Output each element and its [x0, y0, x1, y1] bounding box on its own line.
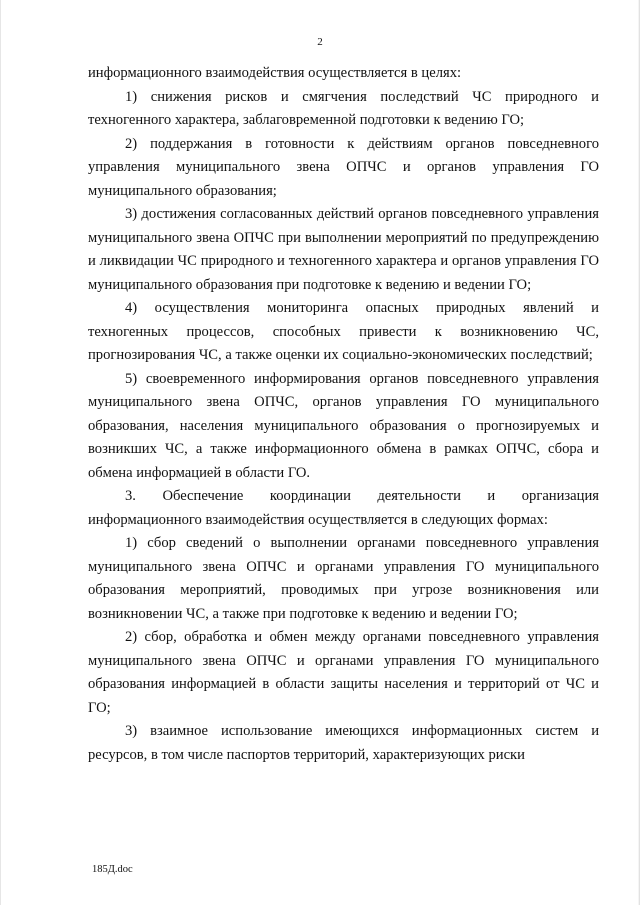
paragraph: 2) поддержания в готовности к действиям органов повседневного управления муниципального звена ОПЧС и органов управления ГО муниципального образования; [88, 135, 599, 199]
paragraph: 1) сбор сведений о выполнении органами повседневного управления муниципального звена ОПЧС и органами управления ГО муниципального образования мероприятий, проводимых при угрозе возникновения или возникновении ЧС, а также при подготовке к ведению и ведении ГО; [88, 535, 599, 622]
paragraph: 2) сбор, обработка и обмен между органами повседневного управления муниципального звена ОПЧС и органами управления ГО муниципального образования информацией в области защиты населения и территорий от ЧС и ГО; [88, 629, 599, 716]
paragraph: 3) достижения согласованных действий органов повседневного управления муниципального звена ОПЧС при выполнении мероприятий по предупреждению и ликвидации ЧС природного и техногенного характера и органов управления ГО муниципального образования при подготовке к ведению и ведении ГО; [88, 206, 599, 293]
scan-edge-left [0, 0, 1, 905]
paragraph: 3. Обеспечение координации деятельности и организация информационного взаимодействия осуществляется в следующих формах: [88, 488, 599, 528]
footer-filename: 185Д.doc [92, 864, 133, 875]
paragraph: 5) своевременного информирования органов повседневного управления муниципального звена ОПЧС, органов управления ГО муниципального образования, населения муниципального образования о прогнозируемых и возникших ЧС, а также информационного обмена в рамках ОПЧС, сбора и обмена информацией в области ГО. [88, 370, 599, 481]
paragraph: информационного взаимодействия осуществляется в целях: [88, 65, 462, 81]
paragraph: 4) осуществления мониторинга опасных природных явлений и техногенных процессов, способных привести к возникновению ЧС, прогнозирования ЧС, а также оценки их социально-экономических последствий; [88, 300, 599, 363]
paragraph: 1) снижения рисков и смягчения последствий ЧС природного и техногенного характера, заблаговременной подготовки к ведению ГО; [88, 88, 599, 128]
paragraph: 3) взаимное использование имеющихся информационных систем и ресурсов, в том числе паспортов территорий, характеризующих риски [88, 723, 599, 763]
document-body [88, 62, 599, 767]
page-number: 2 [317, 36, 323, 48]
